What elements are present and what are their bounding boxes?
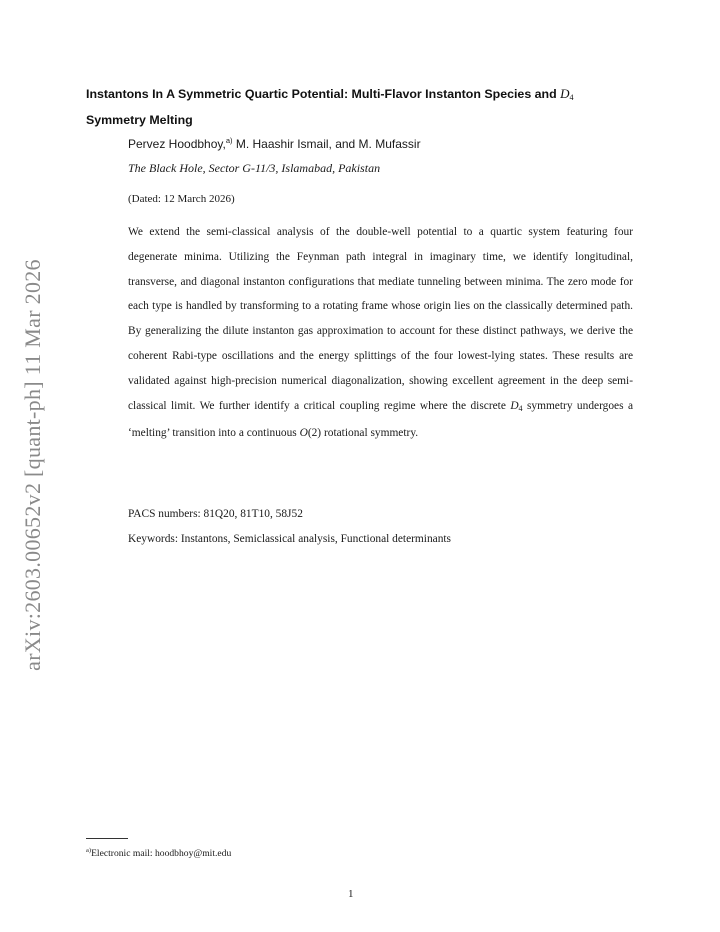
pacs-numbers: PACS numbers: 81Q20, 81T10, 58J52 xyxy=(128,508,303,520)
abstract xyxy=(128,220,633,446)
title-text: Instantons In A Symmetric Quartic Potential: Multi-Flavor Instanton Species and xyxy=(86,87,557,101)
title-text-line2: Symmetry Melting xyxy=(86,113,193,127)
arxiv-identifier-stamp: arXiv:2603.00652v2 [quant-ph] 11 Mar 2026 xyxy=(20,259,45,671)
footnote xyxy=(86,847,231,859)
author-names-part1: Pervez Hoodbhoy, xyxy=(128,137,226,151)
footnote-marker: a) xyxy=(86,847,92,854)
abstract-math-o2-arg: (2) xyxy=(307,427,322,440)
page-number: 1 xyxy=(348,888,354,900)
abstract-math-o2: O xyxy=(299,427,308,440)
abstract-text-part1: We extend the semi-classical analysis of the double-well potential to a quartic system featuring four degenerate minima. Utilizing the Feynman path integral in imaginary time, we identify longitudinal, transverse, and diagonal instanton configurations that mediate tunneling between minima. The zero mode for each type is handled by transforming to a rotating frame whose origin lies on the classically determined path. By generalizing the dilute instanton gas approximation to account for these distinct pathways, we derive the coherent Rabi-type oscillations and the energy splittings of the four lowest-lying states. These results are validated against high-precision numerical diagonalization, showing excellent agreement in the deep semi-classical limit. We further identify a critical coupling regime where the discrete xyxy=(128,226,633,412)
abstract-text-part3: rotational symmetry. xyxy=(321,427,419,440)
author-list xyxy=(128,136,421,151)
author-footnote-marker: a) xyxy=(225,136,233,145)
title-math-symbol: $D_4$ xyxy=(560,86,574,102)
abstract-math-d4: $D_4$ xyxy=(510,399,523,413)
abstract-text-part2: symmetry undergoes a ‘melting’ transition into a continuous xyxy=(128,399,633,440)
footnote-divider xyxy=(86,838,128,839)
date-line: (Dated: 12 March 2026) xyxy=(128,193,235,205)
footnote-email: Electronic mail: hoodbhoy@mit.edu xyxy=(91,848,232,859)
keywords: Keywords: Instantons, Semiclassical analysis, Functional determinants xyxy=(128,533,451,545)
paper-title xyxy=(86,83,646,131)
author-names-part2: M. Haashir Ismail, and M. Mufassir xyxy=(232,137,421,151)
affiliation: The Black Hole, Sector G-11/3, Islamabad, Pakistan xyxy=(128,161,381,175)
